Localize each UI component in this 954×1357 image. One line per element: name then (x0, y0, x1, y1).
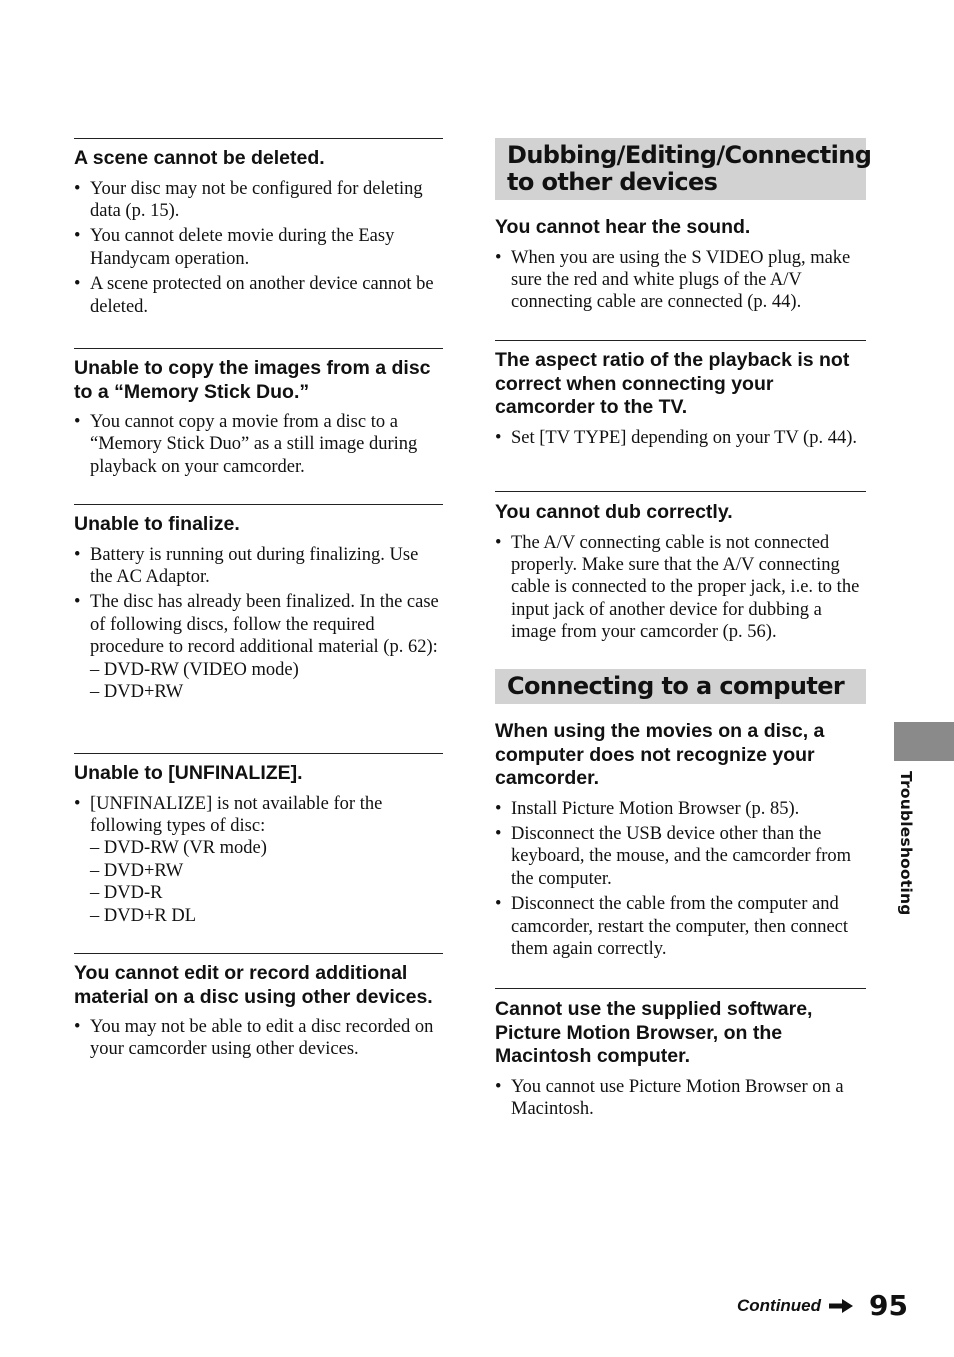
list-item: • Install Picture Motion Browser (p. 85). (495, 798, 866, 820)
section-aspect-ratio (495, 340, 866, 491)
side-tab-label: Troubleshooting (897, 771, 915, 916)
section-unable-to-unfinalize (74, 753, 443, 953)
section-heading: Unable to [UNFINALIZE]. (74, 762, 303, 784)
section-heading: You cannot hear the sound. (495, 216, 751, 238)
section-heading: You cannot dub correctly. (495, 501, 733, 523)
list-item: • When you are using the S VIDEO plug, make sure the red and white plugs of the A/V connecting cable are connected (p. 44). (495, 247, 866, 314)
section-heading: When using the movies on a disc, a computer does not recognize your camcorder. (495, 720, 825, 789)
section-banner-computer: Connecting to a computer (495, 669, 866, 704)
list-item: • Battery is running out during finalizing. Use the AC Adaptor. (74, 544, 443, 589)
list-item (74, 793, 443, 927)
list-item: • You cannot copy a movie from a disc to a “Memory Stick Duo” as a still image during playback on your camcorder. (74, 411, 443, 478)
left-column (74, 138, 443, 1064)
sub-item: – DVD+RW (90, 860, 184, 881)
section-unable-to-copy (74, 348, 443, 504)
section-heading: You cannot edit or record additional material on a disc using other devices. (74, 962, 433, 1008)
section-scene-not-deleted (74, 138, 443, 348)
list-item: • You may not be able to edit a disc recorded on your camcorder using other devices. (74, 1016, 443, 1061)
section-heading: The aspect ratio of the playback is not correct when connecting your camcorder to the TV. (495, 349, 850, 418)
section-cannot-edit-other-devices (74, 953, 443, 1061)
list-item (74, 591, 443, 703)
sub-item: – DVD+R DL (90, 905, 197, 926)
right-column (495, 138, 872, 1123)
list-item-text: The disc has already been finalized. In the case of following discs, follow the required procedure to record additional material (p. 62): (90, 592, 439, 658)
section-macintosh (495, 988, 866, 1120)
section-heading: A scene cannot be deleted. (74, 147, 325, 169)
continued-label: Continued (736, 1295, 822, 1315)
page-number: 95 (869, 1289, 908, 1322)
section-heading: Unable to copy the images from a disc to a “Memory Stick Duo.” (74, 357, 431, 403)
sub-item: – DVD-RW (VR mode) (90, 838, 267, 859)
side-tab-marker (894, 722, 954, 761)
list-item: • Your disc may not be configured for deleting data (p. 15). (74, 178, 443, 223)
list-item: • Disconnect the USB device other than the keyboard, the mouse, and the camcorder from the computer. (495, 823, 866, 890)
list-item: • You cannot delete movie during the Easy Handycam operation. (74, 225, 443, 270)
section-cannot-dub (495, 491, 866, 669)
section-heading: Unable to finalize. (74, 513, 240, 535)
section-banner-dubbing: Dubbing/Editing/Connecting to other devices (495, 138, 866, 200)
list-item: • Disconnect the cable from the computer and camcorder, restart the computer, then connect them again correctly. (495, 893, 866, 960)
sub-item: – DVD-R (90, 883, 163, 904)
section-heading: Cannot use the supplied software, Picture Motion Browser, on the Macintosh computer. (495, 998, 813, 1067)
list-item: • Set [TV TYPE] depending on your TV (p. 44). (495, 427, 866, 449)
page-footer (737, 1289, 908, 1322)
sub-item: – DVD-RW (VIDEO mode) (90, 659, 299, 680)
section-unable-to-finalize (74, 504, 443, 753)
list-item-text: [UNFINALIZE] is not available for the following types of disc: (90, 793, 383, 836)
list-item: • The A/V connecting cable is not connected properly. Make sure that the A/V connecting cable is connected to the proper jack, i.e. to the input jack of another device for dubbing a image from your camcorder (p. 56). (495, 532, 866, 644)
section-computer-not-recognize (495, 720, 866, 988)
arrow-right-icon (829, 1298, 853, 1314)
list-item: • You cannot use Picture Motion Browser on a Macintosh. (495, 1076, 866, 1121)
sub-item: – DVD+RW (90, 681, 184, 702)
list-item: • A scene protected on another device cannot be deleted. (74, 273, 443, 318)
section-cannot-hear-sound (495, 210, 866, 340)
